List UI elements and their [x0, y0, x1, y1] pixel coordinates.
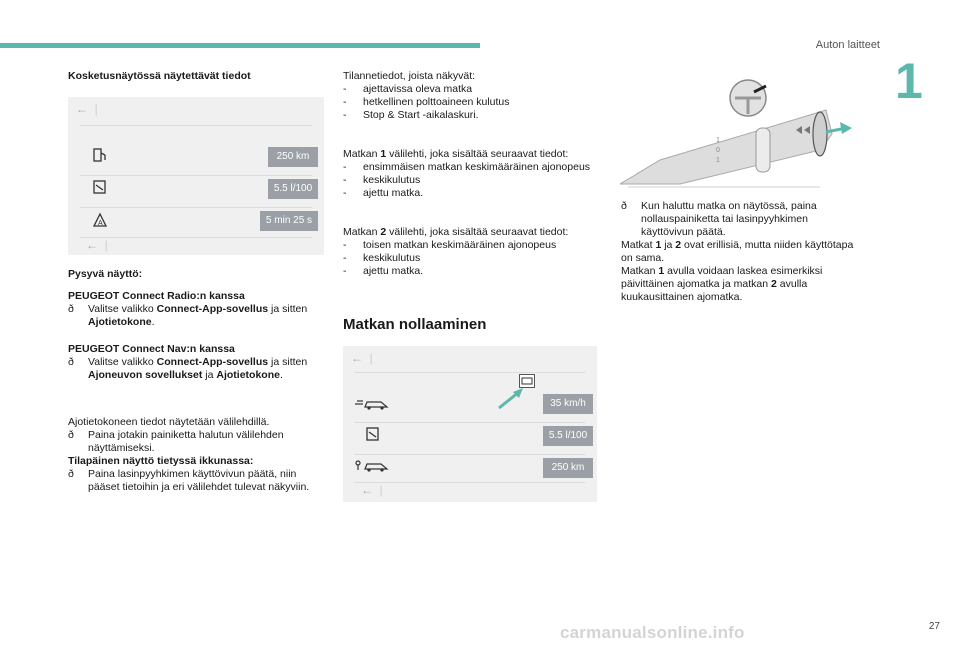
header-accent-bar — [0, 43, 480, 48]
trip2-item: - ajettu matka. — [343, 265, 424, 277]
reset-title: Matkan nollaaminen — [343, 316, 487, 333]
section-header: Auton laitteet — [815, 39, 880, 51]
trip1-item: - ensimmäisen matkan keskimääräinen ajonopeus — [343, 161, 591, 173]
wiper-stalk-illustration — [620, 72, 860, 192]
nav-bullet: ð Valitse valikko Connect-App-sovellus ja sitten Ajoneuvon sovellukset ja Ajotietokone. — [68, 356, 308, 381]
trip2-item: - toisen matkan keskimääräinen ajonopeus — [343, 239, 557, 251]
radio-bullet: ð Valitse valikko Connect-App-sovellus ja sitten Ajotietokone. — [68, 303, 308, 328]
consumption-icon — [365, 426, 381, 444]
trip1-item: - ajettu matka. — [343, 187, 424, 199]
trip-panel-1 — [68, 97, 324, 255]
trips-usage: Matkan 1 avulla voidaan laskea esimerkiksi päivittäinen ajomatka ja matkan 2 avulla kuukausittainen ajomatka. — [621, 265, 823, 303]
back-arrow-icon[interactable]: ← | — [351, 351, 373, 365]
trip1-item: - keskikulutus — [343, 174, 421, 186]
status-item: - Stop & Start -aikalaskuri. — [343, 109, 479, 121]
trip-panel-2 — [343, 346, 597, 502]
watermark: carmanualsonline.info — [560, 623, 745, 642]
range-value: 250 km — [268, 147, 318, 167]
page-number: 27 — [928, 621, 940, 632]
svg-text:1: 1 — [716, 137, 720, 144]
temp-title: Tilapäinen näyttö tietyssä ikkunassa: — [68, 455, 254, 467]
svg-text:0: 0 — [716, 147, 720, 154]
trips-separate: Matkat 1 ja 2 ovat erillisiä, mutta niiden käyttötapa on sama. — [621, 239, 854, 264]
permanent-display-label: Pysyvä näyttö: — [68, 268, 143, 280]
radio-instructions — [68, 290, 324, 329]
back-arrow-icon[interactable]: ← | — [76, 102, 98, 116]
distance-car-icon — [355, 460, 389, 474]
nav-title: PEUGEOT Connect Nav:n kanssa — [68, 343, 235, 355]
trip1-block — [343, 148, 605, 200]
tabs-info — [68, 416, 324, 494]
nav-instructions — [68, 343, 324, 382]
stop-start-icon — [92, 212, 108, 230]
radio-title: PEUGEOT Connect Radio:n kanssa — [68, 290, 245, 302]
trip2-item: - keskikulutus — [343, 252, 421, 264]
tabs-text: Ajotietokoneen tiedot näytetään välilehdillä. — [68, 416, 270, 428]
status-item: - ajettavissa oleva matka — [343, 83, 473, 95]
stop-start-value: 5 min 25 s — [260, 211, 318, 231]
trip1-intro: Matkan 1 välilehti, joka sisältää seuraavat tiedot: — [343, 148, 569, 160]
status-block — [343, 70, 605, 122]
status-intro: Tilannetiedot, joista näkyvät: — [343, 70, 476, 82]
arrow-icon — [495, 386, 527, 416]
svg-text:1: 1 — [716, 157, 720, 164]
bottom-nav[interactable]: ← | — [361, 483, 383, 497]
temp-bullet: ð Paina lasinpyyhkimen käyttövivun päätä, niin pääset tietoihin ja eri välilehdet tulevat näkyviin. — [68, 468, 310, 493]
bottom-nav[interactable]: ← | — [86, 238, 108, 252]
status-item: - hetkellinen polttoaineen kulutus — [343, 96, 510, 108]
trip2-block — [343, 226, 583, 278]
distance-value: 250 km — [543, 458, 593, 478]
svg-text:A: A — [98, 220, 103, 227]
col1-heading: Kosketusnäytössä näytettävät tiedot — [68, 70, 251, 82]
consumption-icon — [92, 179, 108, 197]
tabs-bullet: ð Paina jotakin painiketta halutun välilehden näyttämiseksi. — [68, 429, 284, 454]
consumption-value: 5.5 l/100 — [543, 426, 593, 446]
speed-car-icon — [355, 398, 389, 412]
consumption-value: 5.5 l/100 — [268, 179, 318, 199]
fuel-icon — [92, 147, 108, 165]
chapter-number: 1 — [895, 53, 923, 109]
avg-speed-value: 35 km/h — [543, 394, 593, 414]
trip2-intro: Matkan 2 välilehti, joka sisältää seuraavat tiedot: — [343, 226, 569, 238]
col3-text — [621, 200, 861, 304]
reset-bullet: ð Kun haluttu matka on näytössä, paina nollauspainiketta tai lasinpyyhkimen käyttövivun päätä. — [621, 200, 817, 238]
